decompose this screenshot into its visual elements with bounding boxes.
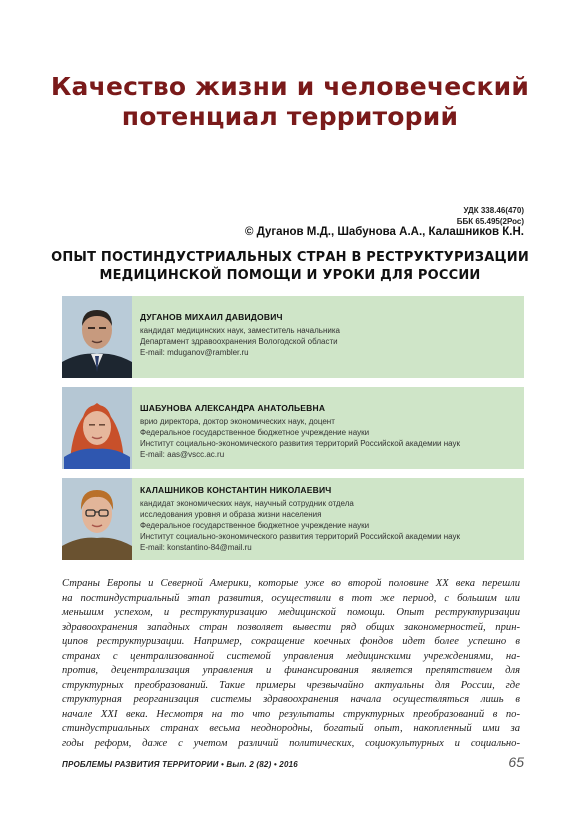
author-institute: Институт социально-экономического развития территорий Российской академии наук (140, 439, 461, 448)
abstract-line: против, децентрализация управления и финансирования является препятствием для (62, 665, 520, 676)
abstract-line: ципов реструктуризации. Например, сокращение коечных фондов идет более успешно в (62, 636, 520, 647)
abstract-line: Страны Европы и Северной Америки, которые уже во второй половине XX века перешли (62, 578, 520, 589)
author-affiliation: Федеральное государственное бюджетное учреждение науки (140, 521, 370, 530)
author-photo (62, 296, 132, 378)
author-affiliation: Федеральное государственное бюджетное учреждение науки (140, 428, 370, 437)
author-name: КАЛАШНИКОВ КОНСТАНТИН НИКОЛАЕВИЧ (140, 485, 332, 495)
author-degree: кандидат медицинских наук, заместитель начальника (140, 326, 340, 335)
journal-title-line-1: Качество жизни и человеческий (50, 72, 530, 101)
abstract-line: стиндустриальных странах весьма неоднородны, богатый опыт, накопленный ими за (62, 723, 520, 734)
author-photo (62, 387, 132, 469)
author-info (140, 312, 518, 358)
article-title (40, 249, 540, 285)
abstract-line: меньшим успехом, и реструктуризацию медицинской помощи. Опыт реструктуризации (62, 607, 520, 618)
author-department: исследования уровня и образа жизни населения (140, 510, 322, 519)
journal-title-line-2: потенциал территорий (121, 102, 459, 131)
author-info (140, 403, 518, 460)
article-title-line-2: МЕДИЦИНСКОЙ ПОМОЩИ И УРОКИ ДЛЯ РОССИИ (99, 268, 481, 283)
author-photo (62, 478, 132, 560)
abstract-line: странах с централизованной системой управления медицинскими учреждениями, на- (62, 650, 520, 662)
udk-code: УДК 338.46(470) (463, 206, 524, 215)
author-degree: кандидат экономических наук, научный сотрудник отдела (140, 499, 354, 508)
journal-footer: ПРОБЛЕМЫ РАЗВИТИЯ ТЕРРИТОРИИ • Вып. 2 (82) • 2016 (62, 760, 298, 769)
page-number: 65 (508, 754, 524, 770)
author-card-shabunova (62, 387, 524, 469)
abstract-line: структурных преобразований. Такие примеры чрезвычайно актуальны для России, где (62, 679, 520, 691)
author-email: E-mail: aas@vscc.ac.ru (140, 450, 225, 459)
abstract-line: годы реформ, даже с учетом различий политических, социокультурных и социально- (62, 737, 520, 749)
author-affiliation: Департамент здравоохранения Вологодской области (140, 337, 338, 346)
abstract-line: здравоохранения западных стран позволяет вывести ряд общих закономерностей, прин- (62, 621, 520, 633)
author-email: E-mail: mduganov@rambler.ru (140, 348, 249, 357)
abstract-line: на постиндустриальный этап развития, осуществили в тот же период, с большим или (62, 592, 520, 604)
author-card-kalashnikov (62, 478, 524, 560)
author-degree: врио директора, доктор экономических наук, доцент (140, 417, 335, 426)
author-institute: Институт социально-экономического развития территорий Российской академии наук (140, 532, 461, 541)
author-info (140, 485, 518, 553)
author-email: E-mail: konstantino-84@mail.ru (140, 543, 252, 552)
classification-codes (457, 205, 524, 227)
article-title-line-1: ОПЫТ ПОСТИНДУСТРИАЛЬНЫХ СТРАН В РЕСТРУКТУРИЗАЦИИ (51, 250, 529, 265)
abstract (62, 577, 520, 751)
author-name: ДУГАНОВ МИХАИЛ ДАВИДОВИЧ (140, 312, 283, 322)
copyright-authors: © Дуганов М.Д., Шабунова А.А., Калашников К.Н. (244, 226, 524, 238)
author-name: ШАБУНОВА АЛЕКСАНДРА АНАТОЛЬЕВНА (140, 403, 326, 413)
abstract-line: структурная реорганизация системы здравоохранения начала осуществляться лишь в (62, 694, 520, 705)
bbk-code: ББК 65.495(2Рос) (456, 217, 524, 226)
author-card-duganov (62, 296, 524, 378)
journal-section-title (0, 72, 580, 132)
abstract-line: начале XXI века. Несмотря на то что результаты структурных преобразований в по- (62, 708, 520, 720)
